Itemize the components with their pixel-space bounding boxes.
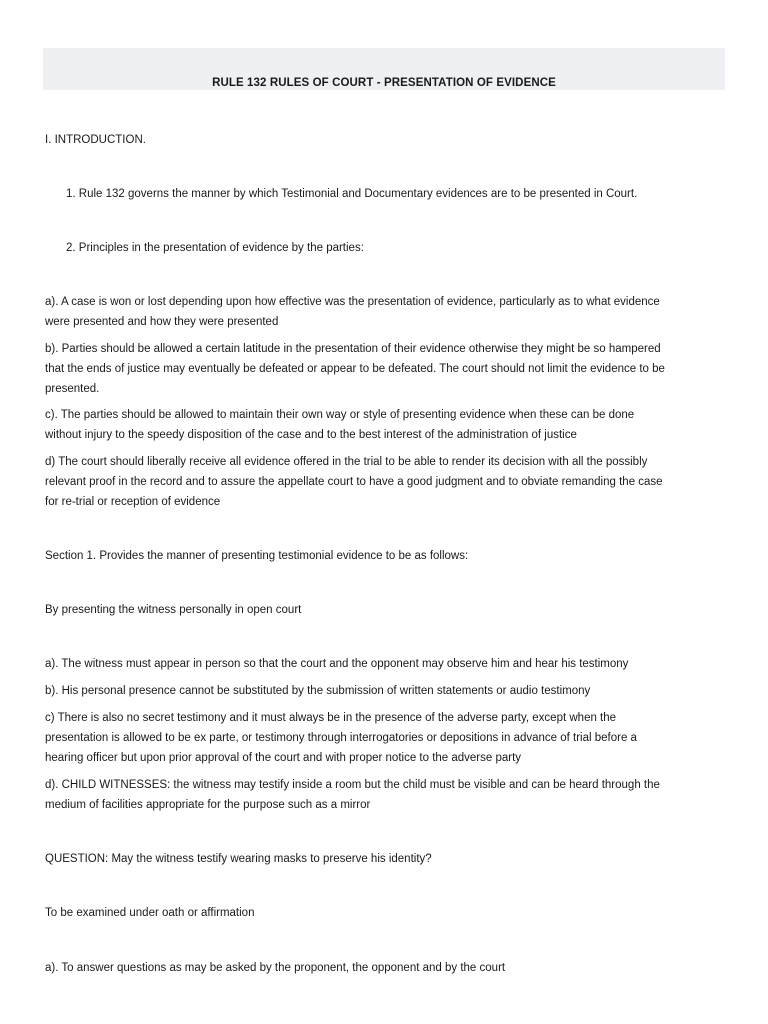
list-item-1: 1. Rule 132 governs the manner by which Testimonial and Documentary evidences are to be presented in Court. bbox=[66, 188, 638, 200]
intro-heading: I. INTRODUCTION. bbox=[45, 134, 146, 146]
principle-a-line-2: were presented and how they were presented bbox=[45, 316, 279, 328]
question-text: QUESTION: May the witness testify wearing masks to preserve his identity? bbox=[45, 853, 432, 865]
witness-heading: By presenting the witness personally in open court bbox=[45, 604, 302, 616]
witness-c-line-1: c) There is also no secret testimony and it must always be in the presence of the adverse party, except when the bbox=[45, 712, 617, 724]
principle-c-line-2: without injury to the speedy disposition of the case and to the best interest of the administration of justice bbox=[45, 429, 577, 441]
oath-heading: To be examined under oath or affirmation bbox=[45, 907, 255, 919]
witness-a: a). The witness must appear in person so that the court and the opponent may observe him and hear his testimony bbox=[45, 658, 629, 670]
section-1-heading: Section 1. Provides the manner of presenting testimonial evidence to be as follows: bbox=[45, 550, 469, 562]
list-item-2: 2. Principles in the presentation of evidence by the parties: bbox=[66, 242, 364, 254]
principle-d-line-1: d) The court should liberally receive all evidence offered in the trial to be able to render its decision with all the possibly bbox=[45, 456, 648, 468]
document-title: RULE 132 RULES OF COURT - PRESENTATION OF EVIDENCE bbox=[212, 77, 556, 89]
witness-d-line-2: medium of facilities appropriate for the purpose such as a mirror bbox=[45, 799, 371, 811]
principle-d-line-2: relevant proof in the record and to assure the appellate court to have a good judgment and to obviate remanding the case bbox=[45, 476, 663, 488]
witness-b: b). His personal presence cannot be substituted by the submission of written statements or audio testimony bbox=[45, 685, 591, 697]
principle-d-line-3: for re-trial or reception of evidence bbox=[45, 496, 221, 508]
principle-b-line-3: presented. bbox=[45, 383, 100, 395]
principle-c-line-1: c). The parties should be allowed to maintain their own way or style of presenting evidence when these can be done bbox=[45, 409, 635, 421]
principle-a-line-1: a). A case is won or lost depending upon how effective was the presentation of evidence, particularly as to what evidence bbox=[45, 296, 660, 308]
principle-b-line-1: b). Parties should be allowed a certain latitude in the presentation of their evidence otherwise they might be so hampered bbox=[45, 343, 661, 355]
principle-b-line-2: that the ends of justice may eventually be defeated or appear to be defeated. The court should not limit the evidence to be bbox=[45, 363, 665, 375]
witness-d-line-1: d). CHILD WITNESSES: the witness may testify inside a room but the child must be visible and can be heard through the bbox=[45, 779, 660, 791]
oath-a: a). To answer questions as may be asked by the proponent, the opponent and by the court bbox=[45, 962, 506, 974]
witness-c-line-2: presentation is allowed to be ex parte, or testimony through interrogatories or depositions in advance of trial before a bbox=[45, 732, 637, 744]
witness-c-line-3: hearing officer but upon prior approval of the court and with proper notice to the adverse party bbox=[45, 752, 522, 764]
